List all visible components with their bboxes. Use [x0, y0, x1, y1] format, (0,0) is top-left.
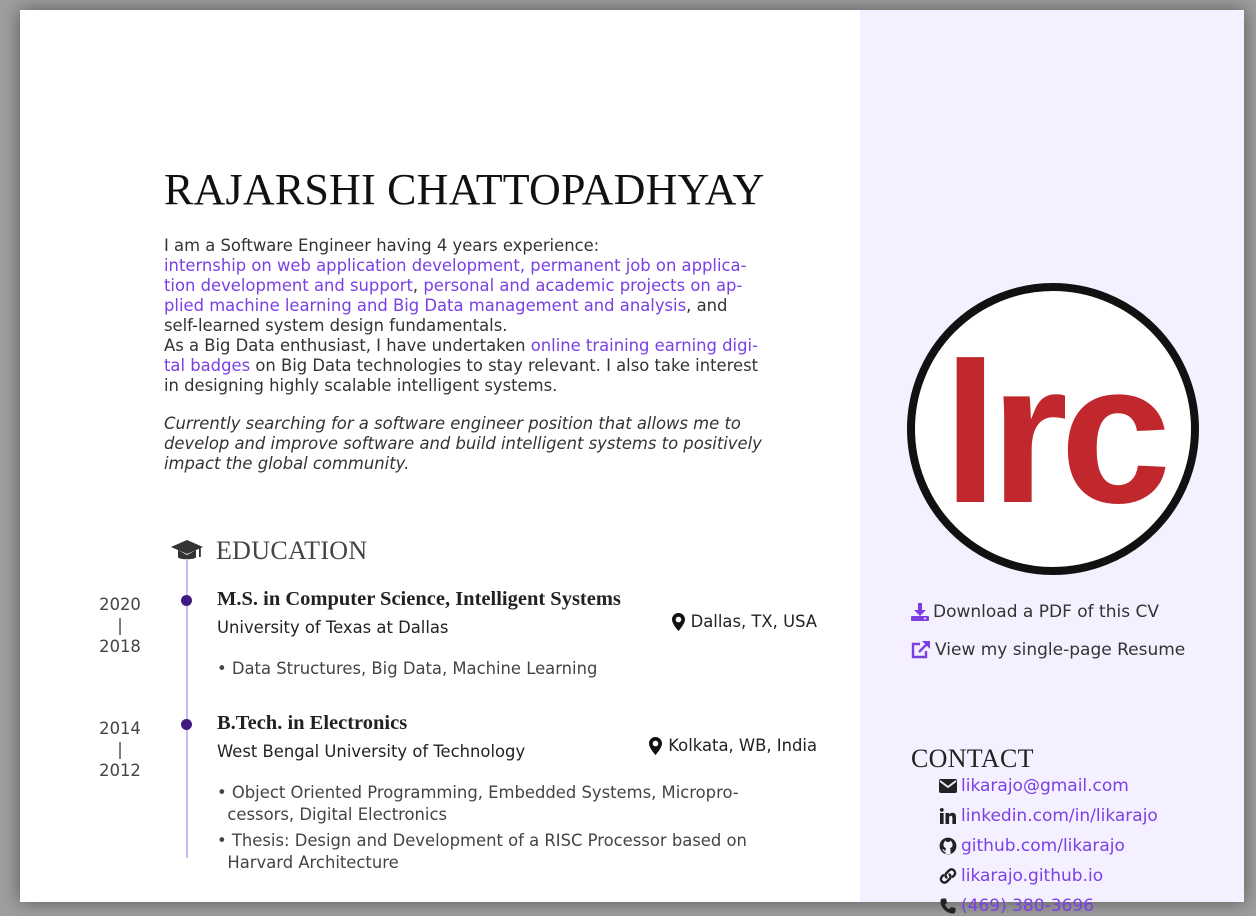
school-name: University of Texas at Dallas	[217, 618, 449, 637]
course-details	[217, 658, 817, 684]
location-text: Dallas, TX, USA	[690, 612, 817, 631]
linkedin-icon	[938, 807, 958, 825]
map-marker-icon	[672, 613, 685, 631]
section-title: EDUCATION	[216, 536, 368, 565]
single-page-resume-label: View my single-page Resume	[935, 640, 1186, 660]
about-text-span: ,	[412, 276, 424, 295]
detail-bullet	[217, 782, 817, 826]
detail-line: • Data Structures, Big Data, Machine Learning	[217, 659, 598, 678]
github-icon	[938, 837, 958, 855]
about-text-span: self-learned system design fundamentals.	[164, 316, 508, 335]
external-link-icon	[911, 641, 931, 659]
timeline-dot	[181, 719, 192, 730]
about-line	[164, 236, 816, 256]
about-link[interactable]: plied machine learning and Big Data management and analysis	[164, 296, 687, 315]
about-text-span: I am a Software Engineer having 4 years experience:	[164, 236, 600, 255]
envelope-icon	[938, 777, 958, 795]
about-line	[164, 256, 816, 276]
about-link[interactable]: tal badges	[164, 356, 251, 375]
detail-bullet	[217, 658, 817, 680]
course-details	[217, 782, 817, 878]
detail-line: • Thesis: Design and Development of a RISC Processor based on	[217, 831, 747, 850]
degree-title: M.S. in Computer Science, Intelligent Systems	[217, 588, 621, 610]
contact-text: likarajo@gmail.com	[961, 776, 1129, 796]
contact-title: CONTACT	[911, 744, 1034, 773]
entry-years	[90, 594, 150, 657]
objective-line: Currently searching for a software engineer position that allows me to	[164, 414, 741, 433]
about-section	[164, 236, 816, 474]
degree-title: B.Tech. in Electronics	[217, 712, 408, 734]
about-line	[164, 356, 816, 376]
logo-text: lrc	[942, 322, 1164, 545]
career-objective	[164, 414, 816, 474]
timeline-dot	[181, 595, 192, 606]
about-line	[164, 296, 816, 316]
about-line	[164, 376, 816, 396]
year-separator: |	[117, 616, 123, 635]
year-end: 2014	[99, 719, 141, 738]
about-link[interactable]: tion development and support	[164, 276, 413, 295]
about-link[interactable]: online training earning digi-	[530, 336, 758, 355]
about-text-span: in designing highly scalable intelligent systems.	[164, 376, 558, 395]
location-text: Kolkata, WB, India	[668, 736, 817, 755]
download-pdf-label: Download a PDF of this CV	[933, 602, 1159, 622]
contact-text: (469) 380-3696	[961, 896, 1094, 916]
year-start: 2012	[99, 761, 141, 780]
download-pdf-link[interactable]	[911, 602, 1159, 622]
entry-years	[90, 718, 150, 781]
year-end: 2020	[99, 595, 141, 614]
person-name: RAJARSHI CHATTOPADHYAY	[164, 165, 765, 214]
about-link[interactable]: internship on web application development, permanent job on applica-	[164, 256, 747, 275]
about-link[interactable]: personal and academic projects on ap-	[423, 276, 743, 295]
link-icon	[938, 867, 958, 885]
about-text-span: on Big Data technologies to stay relevant. I also take interest	[250, 356, 759, 375]
detail-line: cessors, Digital Electronics	[217, 805, 448, 824]
about-text-span: As a Big Data enthusiast, I have undertaken	[164, 336, 531, 355]
contact-text: github.com/likarajo	[961, 836, 1125, 856]
detail-bullet	[217, 830, 817, 874]
phone-icon	[938, 897, 958, 915]
contact-website[interactable]	[938, 866, 1103, 886]
detail-line: Harvard Architecture	[217, 853, 399, 872]
contact-email[interactable]	[938, 776, 1129, 796]
cv-page	[20, 10, 1244, 916]
about-line	[164, 276, 816, 296]
location	[672, 612, 817, 631]
about-line	[164, 336, 816, 356]
map-marker-icon	[649, 737, 662, 755]
logo	[906, 282, 1200, 576]
download-icon	[911, 603, 929, 621]
single-page-resume-link[interactable]	[911, 640, 1185, 660]
objective-line: develop and improve software and build intelligent systems to positively	[164, 434, 762, 453]
about-line	[164, 316, 816, 336]
contact-linkedin[interactable]	[938, 806, 1158, 826]
contact-text: likarajo.github.io	[961, 866, 1104, 886]
objective-line: impact the global community.	[164, 454, 410, 473]
contact-github[interactable]	[938, 836, 1125, 856]
detail-line: • Object Oriented Programming, Embedded Systems, Micropro-	[217, 783, 739, 802]
contact-phone[interactable]	[938, 896, 1094, 916]
school-name: West Bengal University of Technology	[217, 742, 526, 761]
about-text	[164, 236, 816, 396]
about-text-span: , and	[686, 296, 728, 315]
contact-text: linkedin.com/in/likarajo	[961, 806, 1158, 826]
location	[649, 736, 817, 755]
year-separator: |	[117, 740, 123, 759]
education-header	[170, 534, 367, 568]
year-start: 2018	[99, 637, 141, 656]
